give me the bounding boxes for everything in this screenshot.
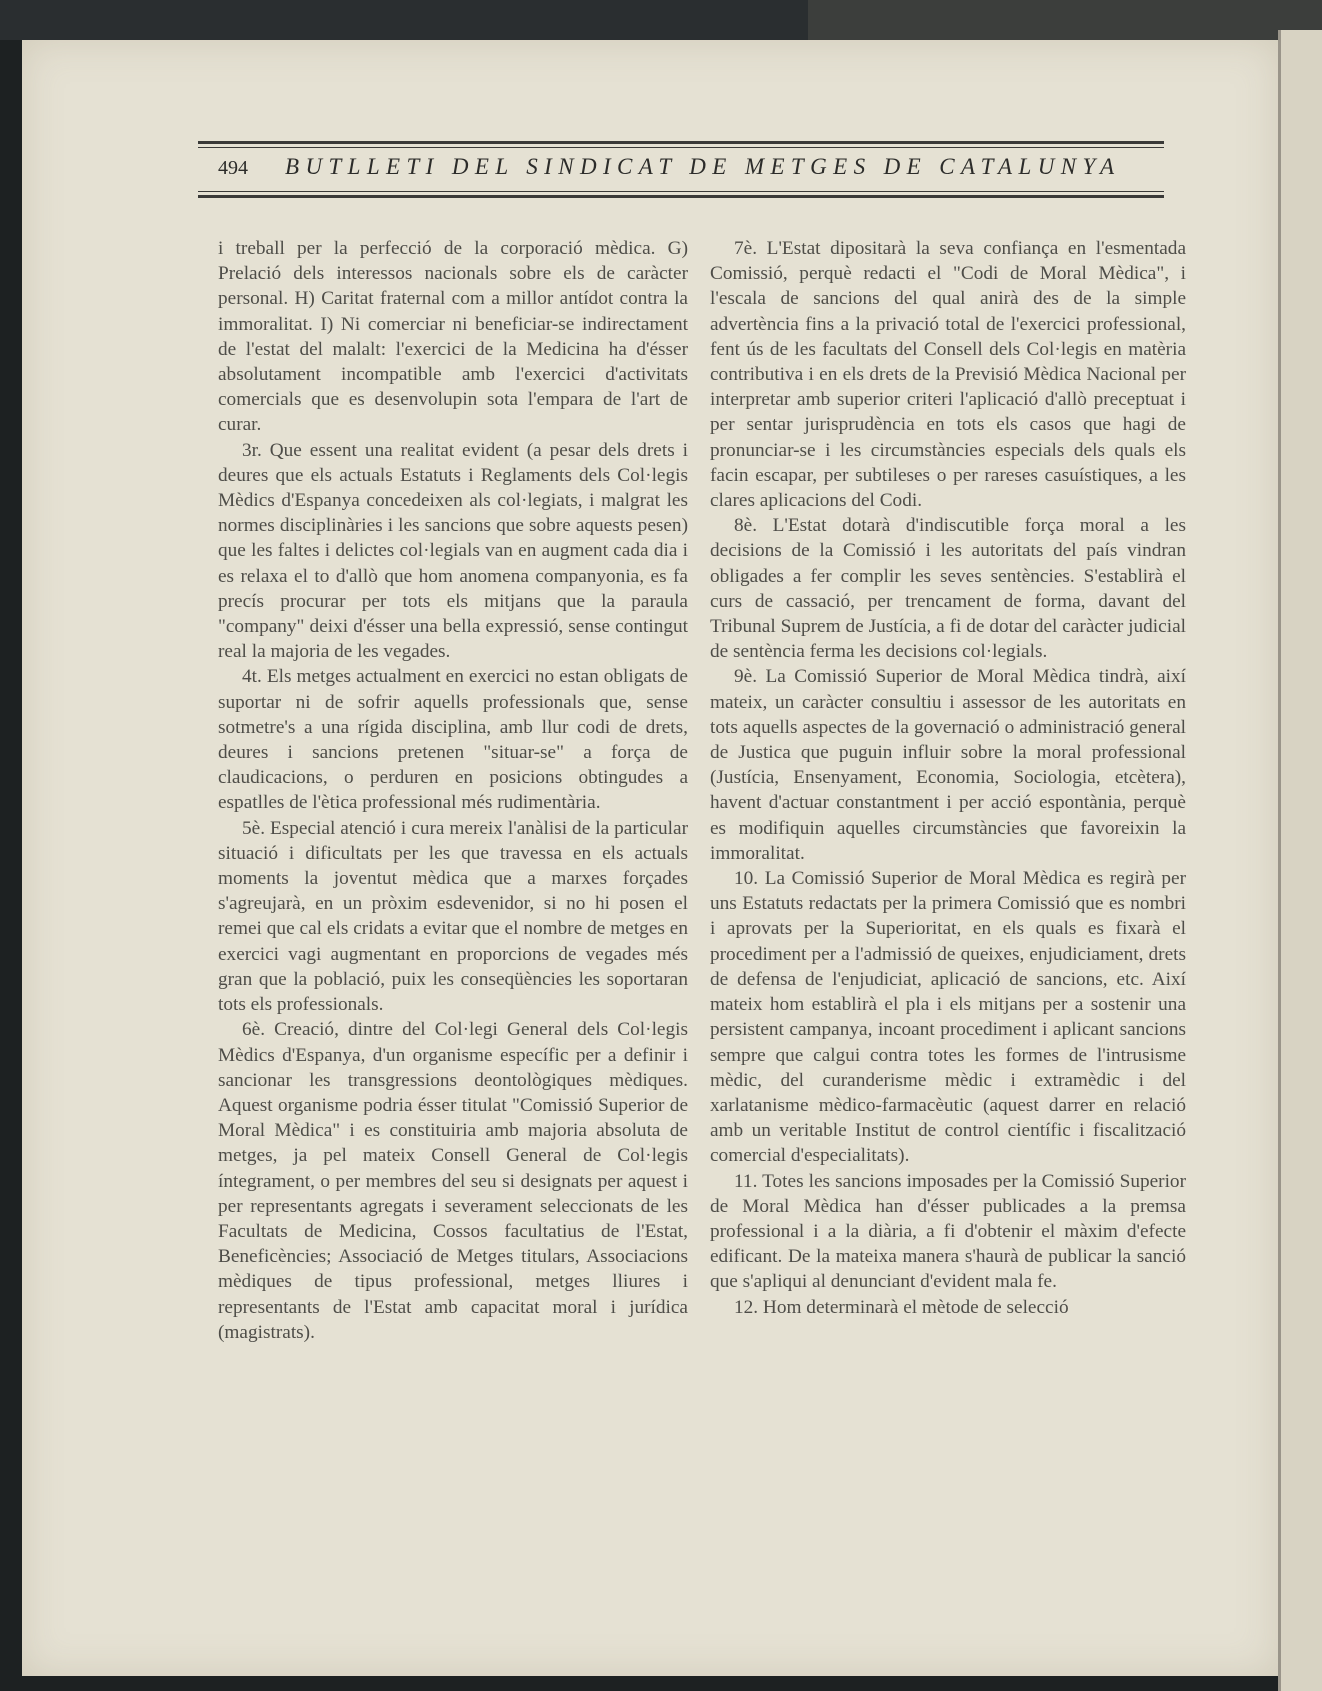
- page-number: 494: [218, 157, 248, 179]
- journal-title: BUTLLETI DEL SINDICAT DE METGES DE CATALUNYA: [285, 154, 1121, 179]
- paragraph: i treball per la perfecció de la corporació mèdica. G) Prelació dels interessos nacionals sobre els de caràcter personal. H) Caritat fraternal com a millor antídot contra la immoralitat. I) Ni comerciar ni beneficiar-se indirectament de l'estat del malalt: l'exercici de la Medicina ha d'ésser absolutament incompatible amb l'exercici d'activitats comercials que es desenvolupin sota l'empara de l'art de curar.: [218, 238, 688, 436]
- running-header: [198, 154, 1164, 188]
- paragraph: 11. Totes les sancions imposades per la Comissió Superior de Moral Mèdica han d'ésser publicades a la premsa professional i a la diària, a fi d'obtenir el màxim d'efecte edificant. De la mateixa manera s'haurà de publicar la sanció que s'apliqui al denunciant d'evident mala fe.: [710, 1170, 1186, 1293]
- text-column-left: [218, 236, 688, 1345]
- paragraph: 9è. La Comissió Superior de Moral Mèdica tindrà, així mateix, un caràcter consultiu i assessor de les autoritats en tots aquells aspectes de la governació o administració general de Justica que puguin influir sobre la moral professional (Justícia, Ensenyament, Economia, Sociologia, etcètera), havent d'actuar constantment i per acció espontània, perquè es modifiquin aquelles circumstàncies que favoreixin la immoralitat.: [710, 666, 1186, 864]
- paragraph: 12. Hom determinarà el mètode de selecció: [734, 1296, 1069, 1318]
- header-rule-bottom-thin: [198, 191, 1164, 192]
- header-rule-top: [198, 141, 1164, 144]
- scan-top-band-light: [808, 0, 1322, 40]
- paragraph: 4t. Els metges actualment en exercici no estan obligats de suportar ni de sofrir aquells professionals que, sense sotmetre's a una rígida disciplina, amb llur codi de drets, deures i sancions pretenen "situar-se" a força de claudicacions, o perduren en posicions obtingudes a espatlles de l'ètica professional més rudimentària.: [218, 666, 688, 814]
- scan-top-band: [0, 0, 1322, 40]
- header-rule-top-thin: [198, 147, 1164, 148]
- paragraph: 5è. Especial atenció i cura mereix l'anàlisi de la particular situació i dificultats per les que travessa en els actuals moments la joventut mèdica que a marxes forçades s'agreujarà, en un pròxim esdevenidor, si no hi posen el remei que cal els cridats a evitar que el nombre de metges en exercici vagi augmentant en proporcions de vegades més gran que la població, puix les conseqüències les soportaran tots els professionals.: [218, 817, 688, 1016]
- paragraph: 10. La Comissió Superior de Moral Mèdica es regirà per uns Estatuts redactats per la primera Comissió que es nombri i aprovats per la Superioritat, en els quals es fixarà el procediment per a l'admissió de queixes, enjudiciament, drets de defensa de l'enjudiciat, aplicació de sancions, etc. Així mateix hom establirà el pla i els mitjans per a sostenir una persistent campanya, incoant procediment i aplicant sancions sempre que calgui contra totes les formes de l'intrusisme mèdic, del curanderisme mèdic i extramèdic i del xarlatanisme mèdico-farmacèutic (aquest darrer en relació amb un veritable Institut de control científic i fiscalització comercial d'especialitats).: [710, 868, 1186, 1167]
- paragraph: 6è. Creació, dintre del Col·legi General dels Col·legis Mèdics d'Espanya, d'un organisme específic per a definir i sancionar les transgressions deontològiques mèdiques. Aquest organisme podria ésser titulat "Comissió Superior de Moral Mèdica" i es constituiria amb majoria absoluta de metges, ja pel mateix Consell General de Col·legis íntegrament, o per membres del seu si designats per aquest i per representants agregats i severament seleccionats de les Facultats de Medicina, Cossos facultatius de l'Estat, Beneficències; Associació de Metges titulars, Associacions mèdiques de tipus professional, metges lliures i representants de l'Estat amb capacitat moral i jurídica (magistrats).: [218, 1019, 688, 1343]
- text-column-right: [710, 236, 1186, 1320]
- paragraph: 3r. Que essent una realitat evident (a pesar dels drets i deures que els actuals Estatuts i Reglaments dels Col·legis Mèdics d'Espanya concedeixen als col·legiats, i malgrat les normes disciplinàries i les sancions que sobre aquests pesen) que les faltes i delictes col·legials van en augment cada dia i es relaxa el to d'allò que hom anomena companyonia, es fa precís procurar per tots els mitjans que la paraula "company" deixi d'ésser una bella expressió, sense contingut real la majoria de les vegades.: [218, 439, 688, 663]
- paragraph: 8è. L'Estat dotarà d'indiscutible força moral a les decisions de la Comissió i les autoritats del país vindran obligades a fer complir les seves sentències. S'establirà el curs de cassació, per trencament de forma, davant del Tribunal Suprem de Justícia, a fi de dotar del caràcter judicial de sentència ferma les decisions col·legials.: [710, 515, 1186, 663]
- next-page-edge: [1278, 30, 1322, 1691]
- header-rule-bottom: [198, 195, 1164, 198]
- paragraph: 7è. L'Estat dipositarà la seva confiança en l'esmentada Comissió, perquè redacti el "Codi de Moral Mèdica", i l'escala de sancions del qual anirà des de la simple advertència fins a la privació total de l'exercici professional, fent ús de les facultats del Consell dels Col·legis en matèria contributiva i en els drets de la Previsió Mèdica Nacional per interpretar amb superior criteri l'aplicació d'allò preceptuat i per sentar jurisprudència en tots els casos que hagi de pronunciar-se i les circumstàncies especials dels quals els facin escapar, per subtileses o per rareses casuístiques, a les clares aplicacions del Codi.: [710, 238, 1186, 512]
